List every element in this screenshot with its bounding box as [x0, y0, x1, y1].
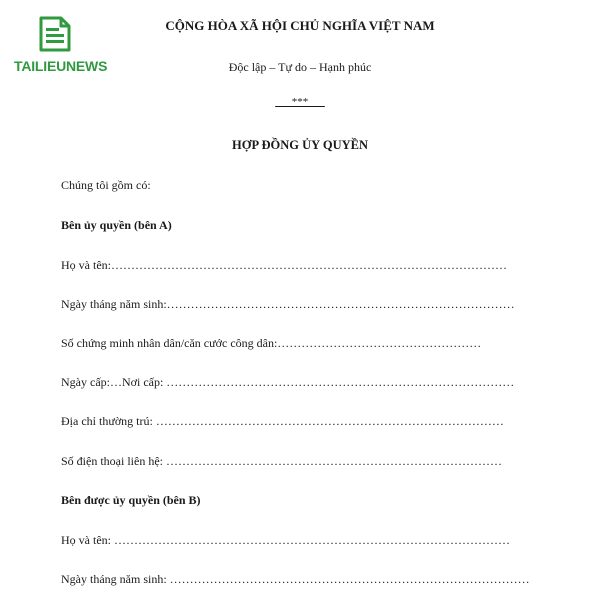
separator	[0, 96, 600, 108]
party-a-phone-field: Số điện thoại liên hệ: …………………………………………………………………………	[61, 454, 502, 468]
intro-text: Chúng tôi gồm có:	[61, 178, 151, 192]
party-a-name-field: Họ và tên:………………………………………………………………………………………	[61, 258, 507, 272]
document-title: HỢP ĐỒNG ỦY QUYỀN	[232, 138, 368, 152]
nation-header: CỘNG HÒA XÃ HỘI CHỦ NGHĨA VIỆT NAM	[165, 18, 435, 33]
party-a-id-field: Số chứng minh nhân dân/căn cước công dân:……………………………………………	[61, 336, 482, 350]
party-a-heading: Bên ủy quyền (bên A)	[61, 218, 172, 232]
party-b-name-field: Họ và tên: ………………………………………………………………………………………	[61, 533, 510, 547]
party-a-issue-field: Ngày cấp:…Nơi cấp: ……………………………………………………………………………	[61, 375, 515, 389]
party-a-address-field: Địa chỉ thường trú: ……………………………………………………………………………	[61, 414, 504, 428]
party-b-dob-field: Ngày tháng năm sinh: ………………………………………………………………………………	[61, 572, 530, 586]
logo-text: TAILIEUNEWS	[14, 58, 108, 74]
motto: Độc lập – Tự do – Hạnh phúc	[228, 60, 372, 74]
party-b-heading: Bên được ủy quyền (bên B)	[61, 493, 201, 507]
separator-text: ___***___	[275, 96, 325, 108]
party-a-dob-field: Ngày tháng năm sinh:……………………………………………………………………………	[61, 297, 515, 311]
